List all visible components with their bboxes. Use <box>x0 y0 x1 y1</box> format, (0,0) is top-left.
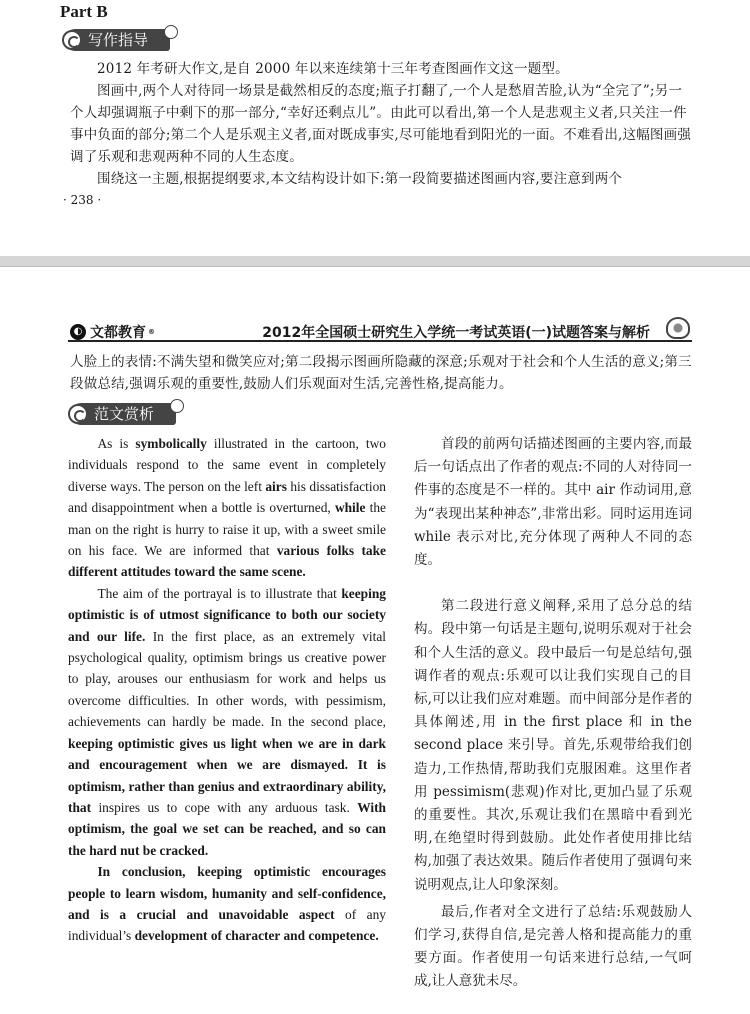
continued-text <box>70 351 692 395</box>
essay-bold-run: symbolically <box>135 436 207 451</box>
logo-text: 文都教育 <box>90 325 146 341</box>
header-rule <box>68 340 692 342</box>
english-essay <box>68 433 386 947</box>
continued-paragraph: 人脸上的表情:不满失望和微笑应对;第二段揭示图画所隐藏的深意;乐观对于社会和个人生活的意义;第三段做总结,强调乐观的重要性,鼓励人们乐观面对生活,完善性格,提高能力。 <box>70 354 692 392</box>
guide-paragraph: 围绕这一主题,根据提纲要求,本文结构设计如下:第一段简要描述图画内容,要注意到两个 <box>97 171 623 187</box>
essay-run: the man on the right is hurry to raise it up, with a sweet smile on his face. We are informed that <box>68 500 386 559</box>
running-header-title: 2012年全国硕士研究生入学统一考试英语(一)试题答案与解析 <box>262 325 650 341</box>
essay-paragraph <box>68 583 386 861</box>
essay-run: inspires us to cope with any arduous task. <box>91 799 358 815</box>
essay-bold-run: With optimism, the goal we set can be reached, and so can the hard nut be cracked. <box>68 799 386 858</box>
essay-bold-run: In conclusion, keeping optimistic encourages people to learn wisdom, humanity and self-confidence, and is a crucial and unavoidable aspect <box>68 864 386 922</box>
essay-bold-run: keeping optimistic gives us light when we are in dark and encouragement when we are dismayed. It is optimism, rather than genius and extraordinary ability, that <box>68 735 386 815</box>
essay-run: illustrated in the cartoon, two individuals respond to the same event in completely diverse ways. The person on the left <box>68 436 386 494</box>
essay-run: The aim of the portrayal is to illustrate that <box>97 585 342 601</box>
essay-paragraph <box>68 433 386 583</box>
part-heading: Part B <box>60 2 108 21</box>
section-tag-label: 范文赏析 <box>94 405 155 423</box>
essay-paragraph <box>68 861 386 947</box>
essay-bold-run: while <box>334 500 366 516</box>
essay-run: As is <box>97 436 136 451</box>
emblem-icon <box>666 317 690 339</box>
guide-paragraph: 2012 年考研大作文,是自 2000 年以来连续第十三年考查图画作文这一题型。 <box>97 61 569 77</box>
guide-paragraph: 图画中,两个人对待同一场景是截然相反的态度;瓶子打翻了,一个人是愁眉苦脸,认为“全完了”;另一个人却强调瓶子中剩下的那一部分,“幸好还剩点儿”。由此可以看出,第一个人是悲观主义者,只关注一件事中负面的部分;第二个人是乐观主义者,面对既成事实,尽可能地看到阳光的一面。不难看出,这幅图画强调了乐观和悲观两种不同的人生态度。 <box>70 83 692 165</box>
section-tag-writing-guide <box>64 29 170 51</box>
essay-bold-run: development of character and competence. <box>134 928 379 944</box>
essay-run: In the first place, as an extremely vital psychological quality, optimism brings us creative power to play, arouses our enthusiasm for work and helps us overcome difficulties. In other words, with pessimism, achievements can hardly be made. In the second place, <box>68 628 386 730</box>
commentary-paragraph: 最后,作者对全文进行了总结:乐观鼓励人们学习,获得自信,是完善人格和提高能力的重要方面。作者使用一句话来进行总结,一气呵成,让人意犹未尽。 <box>414 903 692 990</box>
logo-swirl-icon: ◐ <box>70 324 86 340</box>
commentary-paragraph: 首段的前两句话描述图画的主要内容,而最后一句话点出了作者的观点:不同的人对待同一件事的态度是不一样的。其中 air 作动词用,意为“表现出某种神态”,非常出彩。同时运用连词 while 表示对比,充分体现了两种人不同的态度。 <box>414 436 692 569</box>
writing-guide-text <box>70 58 692 190</box>
page-number: · 238 · <box>63 193 102 207</box>
essay-run: of any individual’s <box>68 906 386 944</box>
essay-run: his dissatisfaction and disappointment when a bottle is overturned, <box>68 478 386 516</box>
section-tag-label: 写作指导 <box>88 31 149 49</box>
page-separator <box>0 256 750 266</box>
knot-icon <box>170 399 184 413</box>
swirl-icon <box>62 30 82 50</box>
essay-bold-run: airs <box>265 478 287 494</box>
publisher-logo <box>70 322 155 342</box>
commentary-column <box>414 433 692 994</box>
knot-icon <box>164 25 178 39</box>
section-tag-sample-essay <box>70 403 176 425</box>
swirl-icon <box>68 404 88 424</box>
registered-mark: ® <box>148 328 155 336</box>
essay-bold-run: keeping optimistic is of utmost significance to both our society and our life. <box>68 585 386 644</box>
commentary-paragraph: 第二段进行意义阐释,采用了总分总的结构。段中第一句话是主题句,说明乐观对于社会和个人生活的意义。段中最后一句是总结句,强调作者的观点:乐观可以让我们实现自己的目标,可以让我们应对难题。而中间部分是作者的具体阐述,用 in the first place 和 in the second place 来引导。首先,乐观带给我们创造力,工作热情,帮助我们克服困难。这里作者用 pessimism(悲观)作对比,更加凸显了乐观的重要性。其次,乐观让我们在黑暗中看到光明,在绝望时得到鼓励。此处作者使用排比结构,加强了表达效果。随后作者使用了强调句来说明观点,让人印象深刻。 <box>414 598 692 893</box>
essay-bold-run: various folks take different attitudes toward the same scene. <box>68 543 386 580</box>
page-separator-line <box>0 266 750 267</box>
